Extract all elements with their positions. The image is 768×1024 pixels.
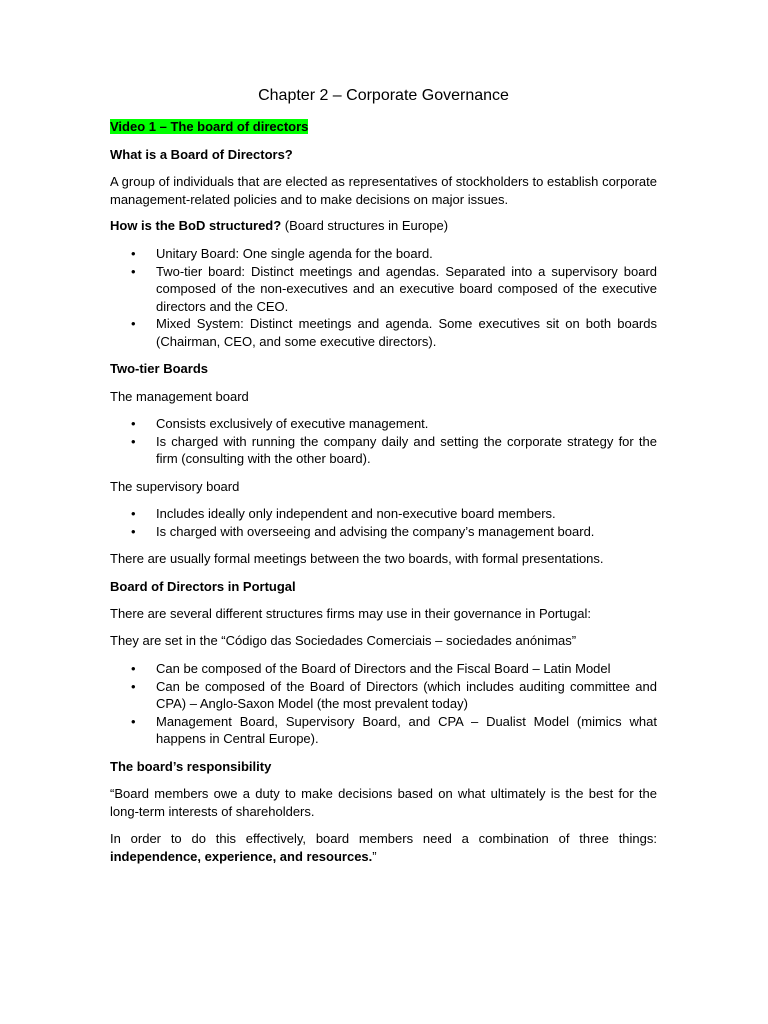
list-item-text: Unitary Board: One single agenda for the board. [156,246,433,261]
responsibility-heading: The board’s responsibility [110,759,272,774]
chapter-title: Chapter 2 – Corporate Governance [258,87,509,104]
bullet-icon: • [131,246,136,261]
list-item [110,245,657,263]
list-item [110,523,657,541]
video-heading: Video 1 – The board of directors [110,119,309,134]
management-board-list [110,415,657,468]
list-item-text: Mixed System: Distinct meetings and agenda. Some executives sit on both boards (Chairman, CEO, and some executive directors). [156,316,657,349]
bullet-icon: • [131,316,136,331]
supervisory-board-label: The supervisory board [110,479,240,494]
list-item-text: Includes ideally only independent and non-executive board members. [156,506,556,521]
list-item [110,660,657,678]
bullet-icon: • [131,523,136,539]
list-item-text: Consists exclusively of executive management. [156,416,429,431]
board-structures-list [110,245,657,350]
question-bod-structure [110,217,657,235]
list-item [110,433,657,468]
management-board-label: The management board [110,389,249,404]
list-item [110,678,657,713]
list-item-text: Can be composed of the Board of Directors (which includes auditing committee and CPA) – Anglo-Saxon Model (the most prevalent today) [156,678,657,711]
portugal-heading: Board of Directors in Portugal [110,579,296,594]
question-bod-structure-rest: (Board structures in Europe) [281,218,449,233]
quote-paragraph-2-start: In order to do this effectively, board members need a combination of three things: [110,831,657,846]
question-what-is-bod: What is a Board of Directors? [110,147,293,162]
quote-paragraph-2-bold: independence, experience, and resources. [110,848,373,864]
bullet-icon: • [131,678,136,694]
video-heading-line [110,118,657,136]
portugal-paragraph-1: There are several different structures firms may use in their governance in Portugal: [110,606,591,621]
bullet-icon: • [131,416,136,431]
formal-meetings-paragraph: There are usually formal meetings between the two boards, with formal presentations. [110,551,604,566]
list-item-text: Management Board, Supervisory Board, and CPA – Dualist Model (mimics what happens in Central Europe). [156,713,657,746]
list-item [110,713,657,748]
list-item [110,263,657,316]
quote-paragraph-2-end: ” [372,848,377,864]
bullet-icon: • [131,433,136,449]
portugal-models-list [110,660,657,748]
two-tier-heading: Two-tier Boards [110,361,208,376]
list-item [110,505,657,523]
bullet-icon: • [131,506,136,521]
supervisory-board-list [110,505,657,540]
list-item-text: Can be composed of the Board of Directors and the Fiscal Board – Latin Model [156,661,611,676]
quote-paragraph-2 [110,830,657,865]
bullet-icon: • [131,713,136,729]
list-item [110,415,657,433]
portugal-paragraph-2: They are set in the “Código das Sociedades Comerciais – sociedades anónimas” [110,633,577,648]
bullet-icon: • [131,263,136,279]
bod-definition-paragraph: A group of individuals that are elected as representatives of stockholders to establish corporate management-related policies and to make decisions on major issues. [110,174,657,207]
bullet-icon: • [131,661,136,676]
quote-paragraph-1: “Board members owe a duty to make decisions based on what ultimately is the best for the long-term interests of shareholders. [110,786,657,819]
list-item-text: Two-tier board: Distinct meetings and agendas. Separated into a supervisory board composed of the non-executives and an executive board composed of the executive directors and the CEO. [156,263,657,314]
list-item-text: Is charged with running the company daily and setting the corporate strategy for the firm (consulting with the other board). [156,433,657,466]
list-item-text: Is charged with overseeing and advising the company’s management board. [156,523,595,539]
list-item [110,315,657,350]
question-bod-structure-bold: How is the BoD structured? [110,218,282,233]
